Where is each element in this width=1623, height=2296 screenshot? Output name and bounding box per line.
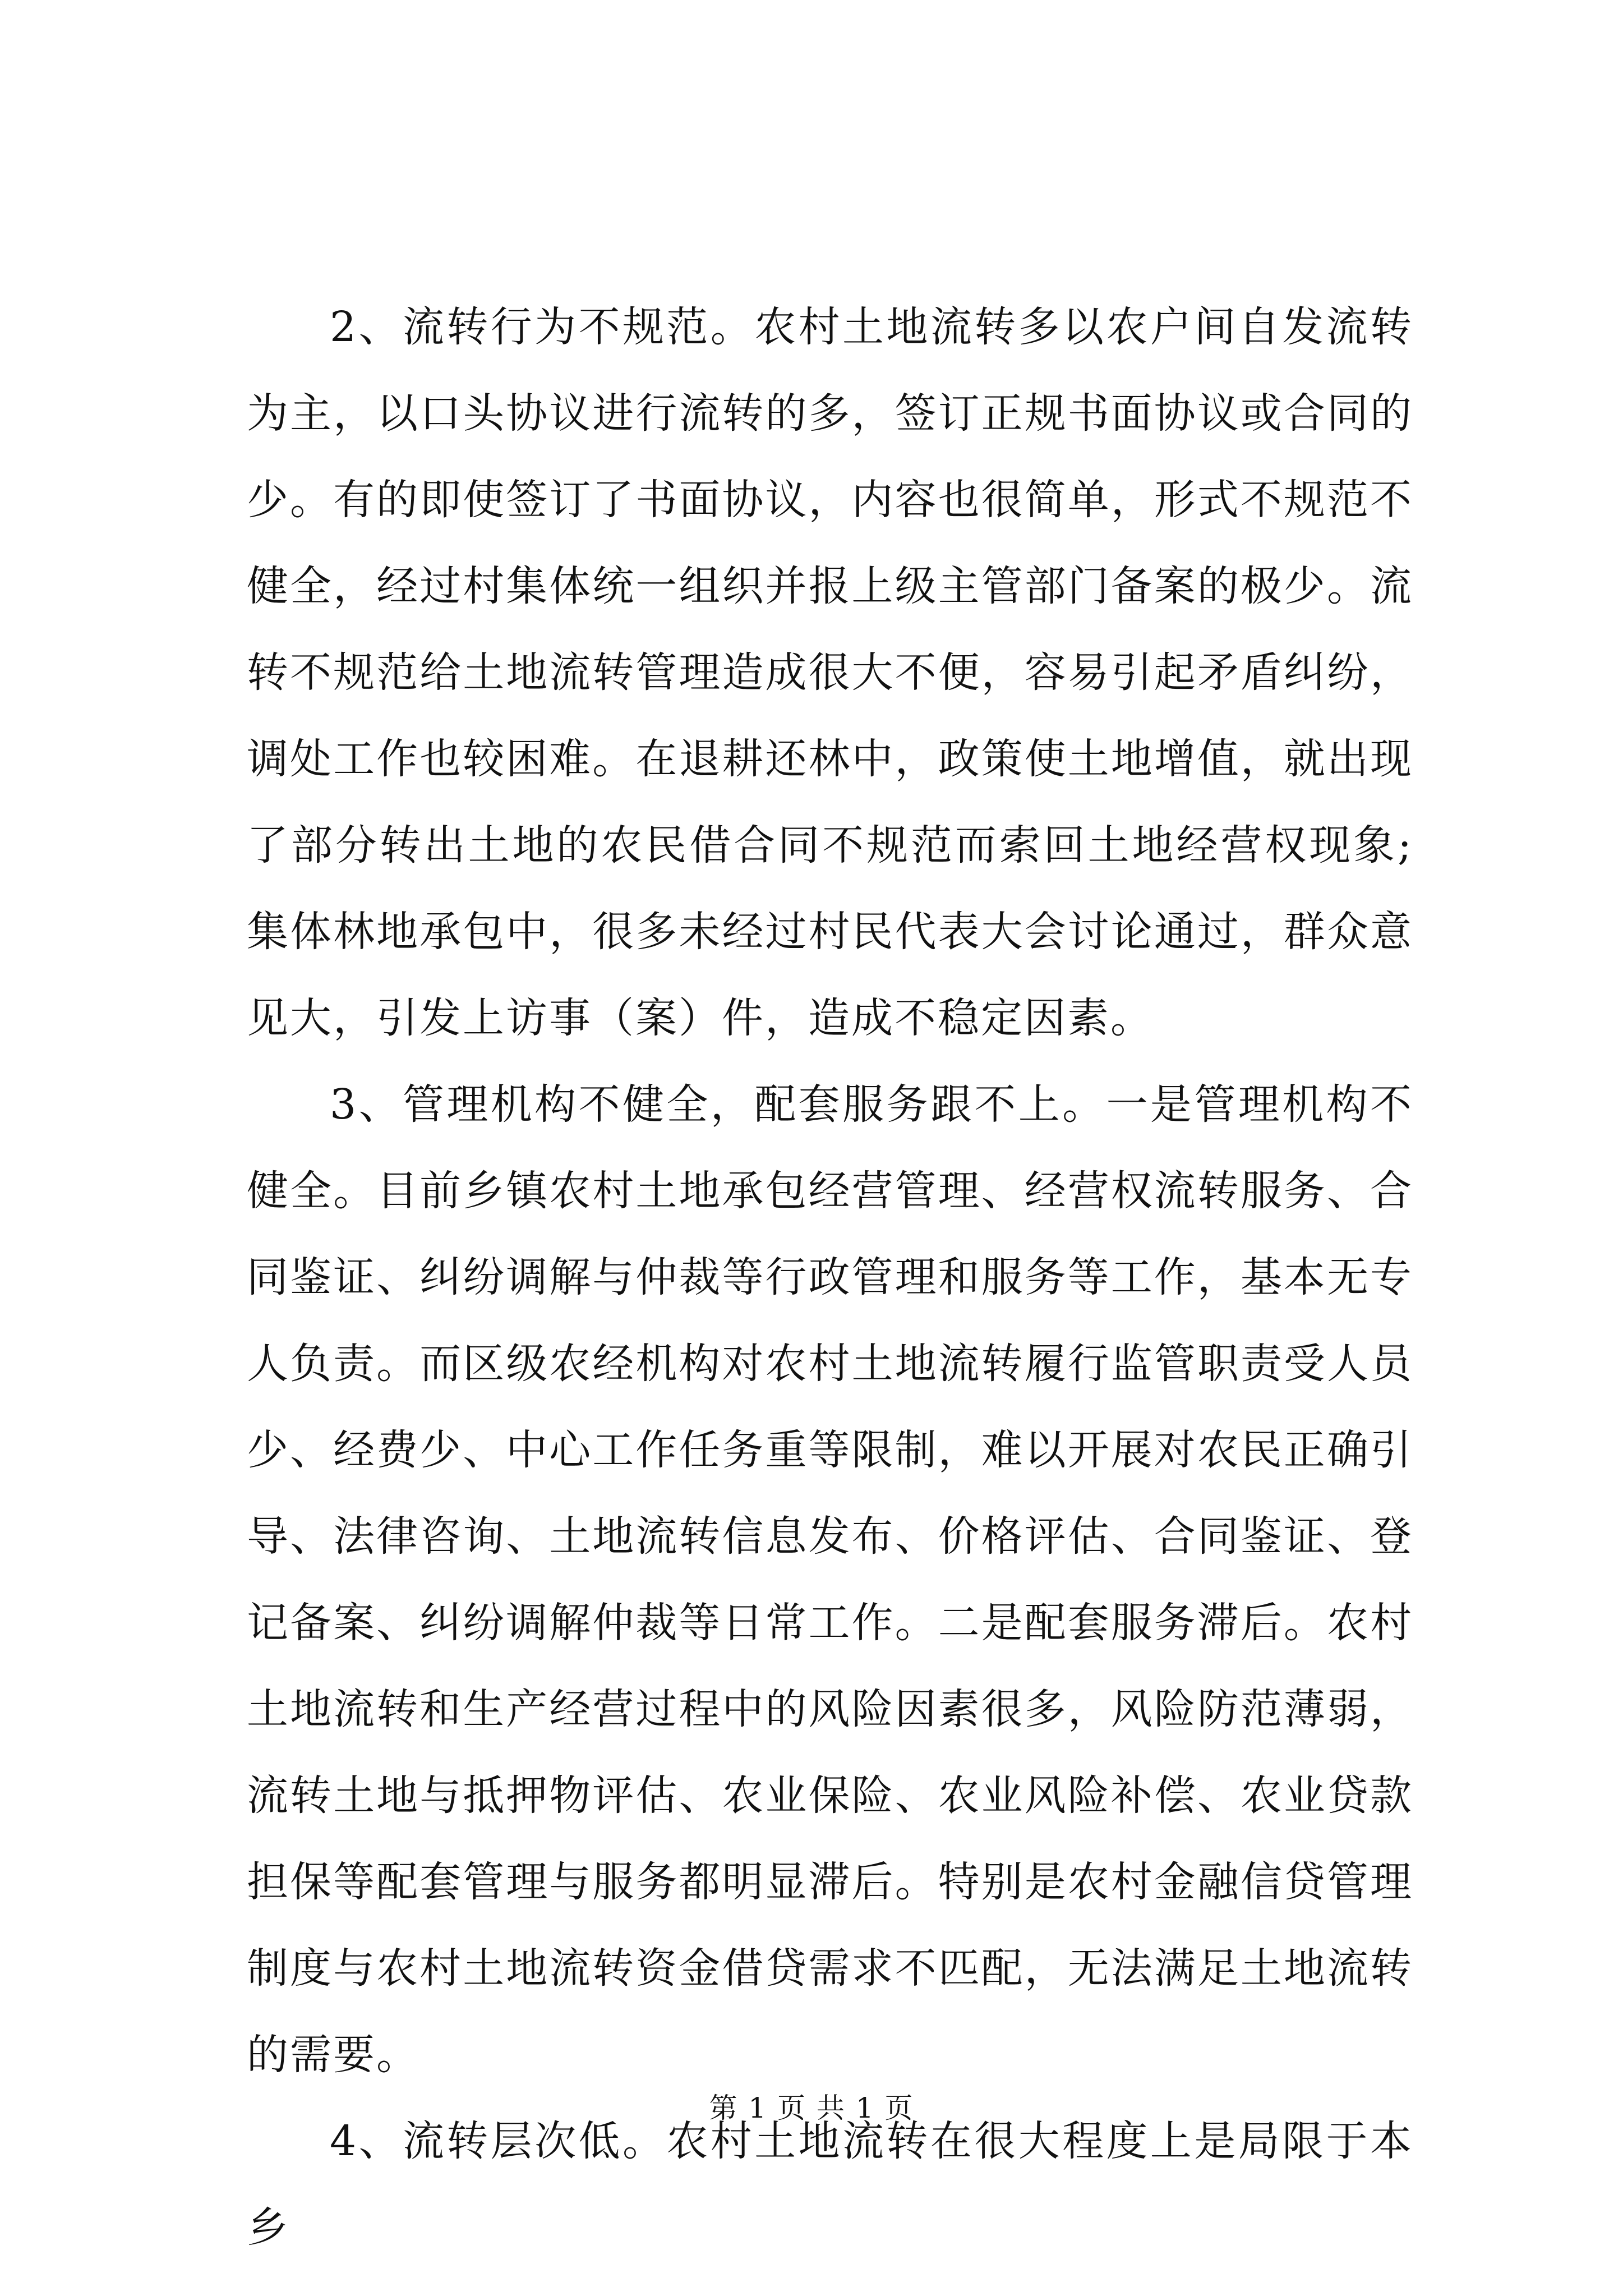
paragraph-4: 4、流转层次低。农村土地流转在很大程度上是局限于本乡 xyxy=(247,2117,1413,2252)
page-footer: 第 1 页 共 1 页 xyxy=(709,2092,914,2124)
paragraph-3: 3、管理机构不健全，配套服务跟不上。一是管理机构不健全。目前乡镇农村土地承包经营管理、经营权流转服务、合同鉴证、纠纷调解与仲裁等行政管理和服务等工作，基本无专人负责。而区级农经机构对农村土地流转履行监管职责受人员少、经费少、中心工作任务重等限制，难以开展对农民正确引导、法律咨询、土地流转信息发布、价格评估、合同鉴证、登记备案、纠纷调解仲裁等日常工作。二是配套服务滞后。农村土地流转和生产经营过程中的风险因素很多，风险防范薄弱，流转土地与抵押物评估、农业保险、农业风险补偿、农业贷款担保等配套管理与服务都明显滞后。特别是农村金融信贷管理制度与农村土地流转资金借贷需求不匹配，无法满足土地流转的需要。 xyxy=(247,1080,1413,2079)
body-text xyxy=(247,284,1413,2271)
paragraph-2: 2、流转行为不规范。农村土地流转多以农户间自发流转为主，以口头协议进行流转的多，签订正规书面协议或合同的少。有的即使签订了书面协议，内容也很简单，形式不规范不健全，经过村集体统一组织并报上级主管部门备案的极少。流转不规范给土地流转管理造成很大不便，容易引起矛盾纠纷，调处工作也较困难。在退耕还林中，政策使土地增值，就出现了部分转出土地的农民借合同不规范而索回土地经营权现象;集体林地承包中，很多未经过村民代表大会讨论通过，群众意见大，引发上访事（案）件，造成不稳定因素。 xyxy=(247,303,1413,1042)
